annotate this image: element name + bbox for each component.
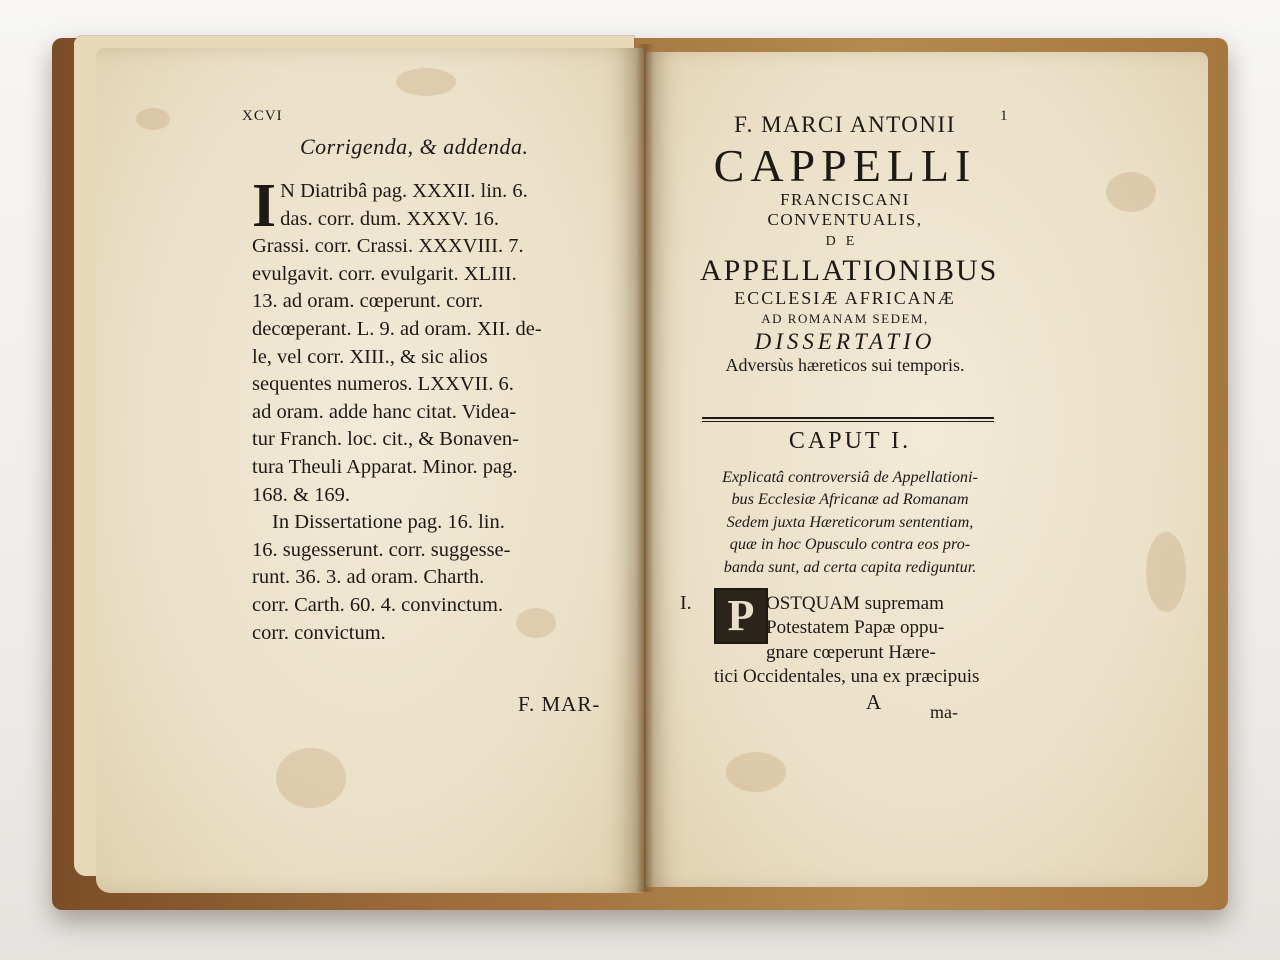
chapter-heading: CAPUT I. [788,428,912,454]
author-name: CAPPELLI [713,140,977,191]
errata-text [252,172,632,647]
summary-line: banda sunt, ad certa capita rediguntur. [723,557,977,576]
title-sedem: AD ROMANAM SEDEM, [761,311,929,326]
title-rule-thin [702,421,994,422]
book-gutter [636,44,654,892]
title-church: ECCLESIÆ AFRICANÆ [734,288,956,308]
page-number-right: 1 [1000,108,1008,124]
foxing-stain [396,68,456,96]
errata-line: sequentes numeros. LXXVII. 6. [252,373,514,396]
body-line: Potestatem Papæ oppu- [766,617,945,639]
errata-line: corr. convictum. [252,621,386,644]
errata-line: runt. 36. 3. ad oram. Charth. [252,566,485,589]
catchword-left: F. MAR- [518,692,601,716]
page-number-left: XCVI [242,108,283,124]
title-subject: APPELLATIONIBUS [700,254,999,287]
foxing-stain [1106,172,1156,212]
title-genre: DISSERTATIO [754,329,936,354]
errata-line: tur Franch. loc. cit., & Bonaven- [252,428,520,451]
decorated-initial: P [714,588,768,644]
chapter-summary [700,466,1000,578]
errata-line: le, vel corr. XIII., & sic alios [252,345,488,368]
body-line: OSTQUAM supremam [766,593,944,614]
title-adversus: Adversùs hæreticos sui temporis. [725,355,965,375]
summary-line: Explicatâ controversiâ de Appellationi- [722,468,978,486]
body-text [714,592,1006,690]
summary-line: bus Ecclesiæ Africanæ ad Romanam [731,490,969,509]
errata-line: In Dissertatione pag. 16. lin. [272,511,505,534]
foxing-stain [1146,532,1186,612]
errata-line: das. corr. dum. XXXV. 16. [280,207,499,230]
summary-line: quæ in hoc Opusculo contra eos pro- [729,535,971,554]
errata-line: 13. ad oram. cœperunt. corr. [252,290,484,313]
signature-mark: A [866,690,882,714]
errata-line: tura Theuli Apparat. Minor. pag. [252,455,518,478]
author-line: F. MARCI ANTONII [734,112,956,137]
title-rule [702,417,994,419]
summary-line: Sedem juxta Hæreticorum sententiam, [726,512,974,531]
title-block [700,112,999,376]
catchword-right: ma- [930,702,958,722]
errata-line: corr. Carth. 60. 4. convinctum. [252,593,504,616]
errata-line: 168. & 169. [252,483,350,506]
errata-line: decœperant. L. 9. ad oram. XII. de- [252,317,542,340]
foxing-stain [276,748,346,808]
body-line: gnare cœperunt Hære- [766,641,936,663]
foxing-stain [136,108,170,130]
drop-capital: I [252,172,277,240]
errata-line: evulgavit. corr. evulgarit. XLIII. [252,262,517,285]
errata-line: 16. sugesserunt. corr. suggesse- [252,538,511,561]
title-de: DE [825,234,865,249]
errata-line: N Diatribâ pag. XXXII. lin. 6. [280,180,528,202]
section-number: I. [680,592,692,614]
errata-heading: Corrigenda, & addenda. [300,134,529,159]
foxing-stain [726,752,786,792]
author-order: FRANCISCANI CONVENTUALIS, [767,190,923,229]
errata-line: Grassi. corr. Crassi. XXXVIII. 7. [252,235,524,258]
body-line: tici Occidentales, una ex præcipuis [714,666,980,688]
errata-line: ad oram. adde hanc citat. Videa- [252,400,517,423]
